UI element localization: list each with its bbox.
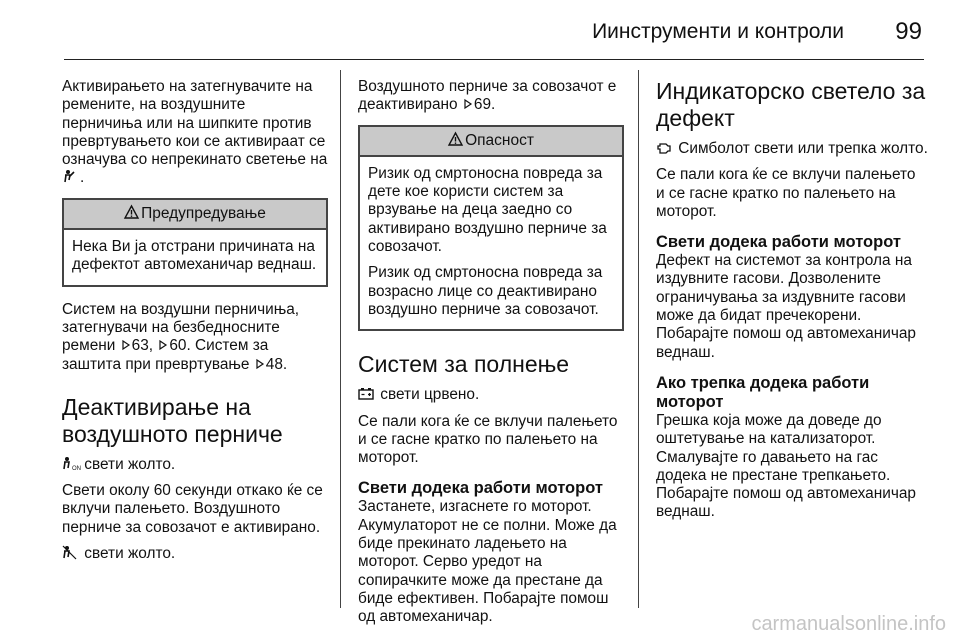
danger-text: Ризик од смртоносна повреда за возрасно лице со деактивирано воздушно перниче за совозачот. [368, 264, 603, 318]
paragraph: Се пали кога ќе се вклучи палењето и се гасне кратко по палењето на моторот. [358, 412, 618, 467]
page-number: 99 [895, 18, 922, 45]
paragraph: Симболот свети или трепка жолто. [656, 140, 928, 158]
paragraph: Застанете, изгаснете го моторот. Акумулаторот не се полни. Може да биде прекинато ладењето на моторот. Серво уредот на сопирачките може да престане да биде ефективен. Побарајте помош од автомеханичар. [358, 498, 617, 626]
paragraph: Дефект на системот за контрола на издувните гасови. Дозволените ограничувања за издувните гасови може да бидат пречекорени. Побарајте помош од автомеханичар веднаш. [656, 252, 916, 361]
column-divider-1 [340, 70, 341, 608]
paragraph: ON свети жолто. [62, 456, 328, 474]
section-heading: Систем за полнење [358, 351, 570, 378]
section-heading: Индикаторско светело за дефект [656, 78, 926, 131]
page-reference-icon [463, 99, 473, 109]
warning-box [62, 198, 328, 287]
page-header [64, 18, 924, 62]
subheading: Свети додека работи моторот [656, 233, 901, 252]
danger-box [358, 125, 624, 332]
column-2 [358, 78, 624, 635]
column-1 [62, 78, 328, 571]
paragraph: Свети околу 60 секунди откако ќе се вклучи палењето. Воздушното перниче за совозачот е активирано. [62, 482, 323, 536]
paragraph: Грешка која може да доведе до оштетување на катализаторот. Смалувајте го давањето на гас додека не престане трепкањето. Побарајте помош од автомеханичар веднаш. [656, 411, 916, 521]
airbag-off-icon [62, 545, 78, 560]
paragraph: свети жолто. [62, 545, 328, 563]
column-3 [656, 78, 928, 530]
danger-label: Опасност [465, 131, 534, 149]
column-divider-2 [638, 70, 639, 608]
warning-text: Нека Ви ја отстрани причината на дефектот автомеханичар веднаш. [72, 238, 317, 274]
paragraph: Се пали кога ќе се вклучи палењето и се гасне кратко по палењето на моторот. [656, 166, 916, 220]
engine-malfunction-icon [656, 140, 672, 155]
page-reference-icon [255, 359, 265, 369]
paragraph: Воздушното перниче за совозачот е деактивирано 69. [358, 78, 617, 114]
seatbelt-airbag-icon [62, 169, 78, 184]
header-rule [64, 59, 924, 60]
paragraph: свети црвено. [358, 386, 624, 404]
subheading: Ако трепка додека работи моторот [656, 373, 870, 411]
page-reference-icon [121, 340, 131, 350]
paragraph: Активирањето на затегнувачите на ремените, на воздушните перничиња или на шипките против превртувањето кои се активираат се означува со непрекинато светење на . [62, 78, 328, 187]
watermark: carmanualsonline.info [751, 613, 946, 635]
section-heading: Деактивирање на воздушното перниче [62, 393, 283, 447]
header-title: Иинструменти и контроли [592, 20, 844, 43]
svg-text:ON: ON [72, 465, 81, 472]
danger-header [360, 127, 622, 157]
danger-text: Ризик од смртоносна повреда за дете кое користи систем за врзување на деца заедно со активирано воздушно перниче за совозачот. [368, 164, 607, 256]
airbag-on-icon [62, 456, 81, 472]
paragraph-text: Активирањето на затегнувачите на ремените, на воздушните перничиња или на шипките против превртувањето кои се активираат се означува со непрекинато светење на [62, 78, 328, 169]
page-reference-icon [158, 340, 168, 350]
subheading: Свети додека работи моторот [358, 479, 603, 498]
warning-triangle-icon [124, 205, 139, 219]
warning-label: Предупредување [141, 204, 266, 222]
warning-triangle-icon [448, 132, 463, 146]
warning-header [64, 200, 326, 230]
battery-icon [358, 386, 374, 401]
paragraph: Систем на воздушни перничиња, затегнувачи на безбедносните ремени 63, 60. Систем за заштита при превртување 48. [62, 300, 300, 373]
